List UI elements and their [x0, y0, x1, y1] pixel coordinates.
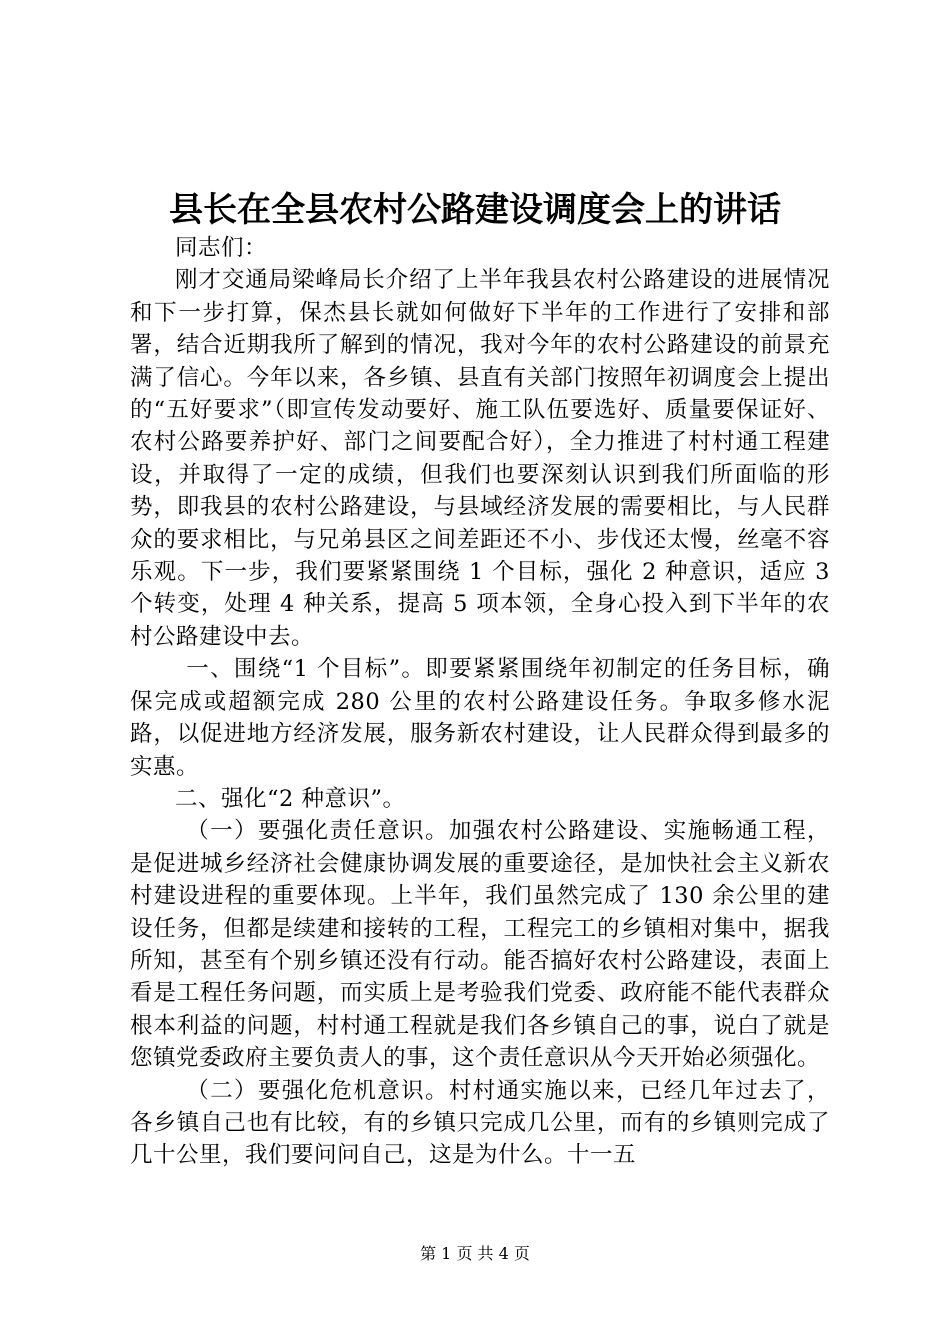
salutation: 同志们：: [175, 235, 268, 261]
heading-section-2: 二、强化“2 种意识”。: [175, 785, 406, 812]
document-body: [130, 232, 830, 1172]
paragraph-responsibility: （一）要强化责任意识。加强农村公路建设、实施畅通工程，是促进城乡经济社会健康协调发展的重要途径，是加快社会主义新农村建设进程的重要体现。上半年，我们虽然完成了 130 余公里的建设任务，但都是续建和接转的工程，工程完工的乡镇相对集中，据我所知，甚至有个别乡镇还没有行动。能否搞好农村公路建设，表面上看是工程任务问题，而实质上是考验我们党委、政府能不能代表群众根本利益的问题，村村通工程就是我们各乡镇自己的事，说白了就是您镇党委政府主要负责人的事，这个责任意识从今天开始必须强化。: [130, 818, 830, 1072]
document-title: 县长在全县农村公路建设调度会上的讲话: [169, 190, 781, 230]
page-footer: 第 1 页 共 4 页: [420, 1244, 530, 1263]
paragraph-section-1: 一、围绕“1 个目标”。即要紧紧围绕年初制定的任务目标，确保完成或超额完成 280 公里的农村公路建设任务。争取多修水泥路，以促进地方经济发展，服务新农村建设，让人民群众得到最多的实惠。: [130, 656, 830, 780]
paragraph-intro: 刚才交通局梁峰局长介绍了上半年我县农村公路建设的进展情况和下一步打算，保杰县长就如何做好下半年的工作进行了安排和部署，结合近期我所了解到的情况，我对今年的农村公路建设的前景充满了信心。今年以来，各乡镇、县直有关部门按照年初调度会上提出的“五好要求”（即宣传发动要好、施工队伍要选好、质量要保证好、农村公路要养护好、部门之间要配合好），全力推进了村村通工程建设，并取得了一定的成绩，但我们也要深刻认识到我们所面临的形势，即我县的农村公路建设，与县域经济发展的需要相比，与人民群众的要求相比，与兄弟县区之间差距还不小、步伐还太慢，丝毫不容乐观。下一步，我们要紧紧围绕 1 个目标，强化 2 种意识，适应 3 个转变，处理 4 种关系，提高 5 项本领，全身心投入到下半年的农村公路建设中去。: [130, 267, 830, 650]
paragraph-crisis: （二）要强化危机意识。村村通实施以来，已经几年过去了，各乡镇自己也有比较，有的乡镇只完成几公里，而有的乡镇则完成了几十公里，我们要问问自己，这是为什么。十一五: [130, 1077, 830, 1169]
